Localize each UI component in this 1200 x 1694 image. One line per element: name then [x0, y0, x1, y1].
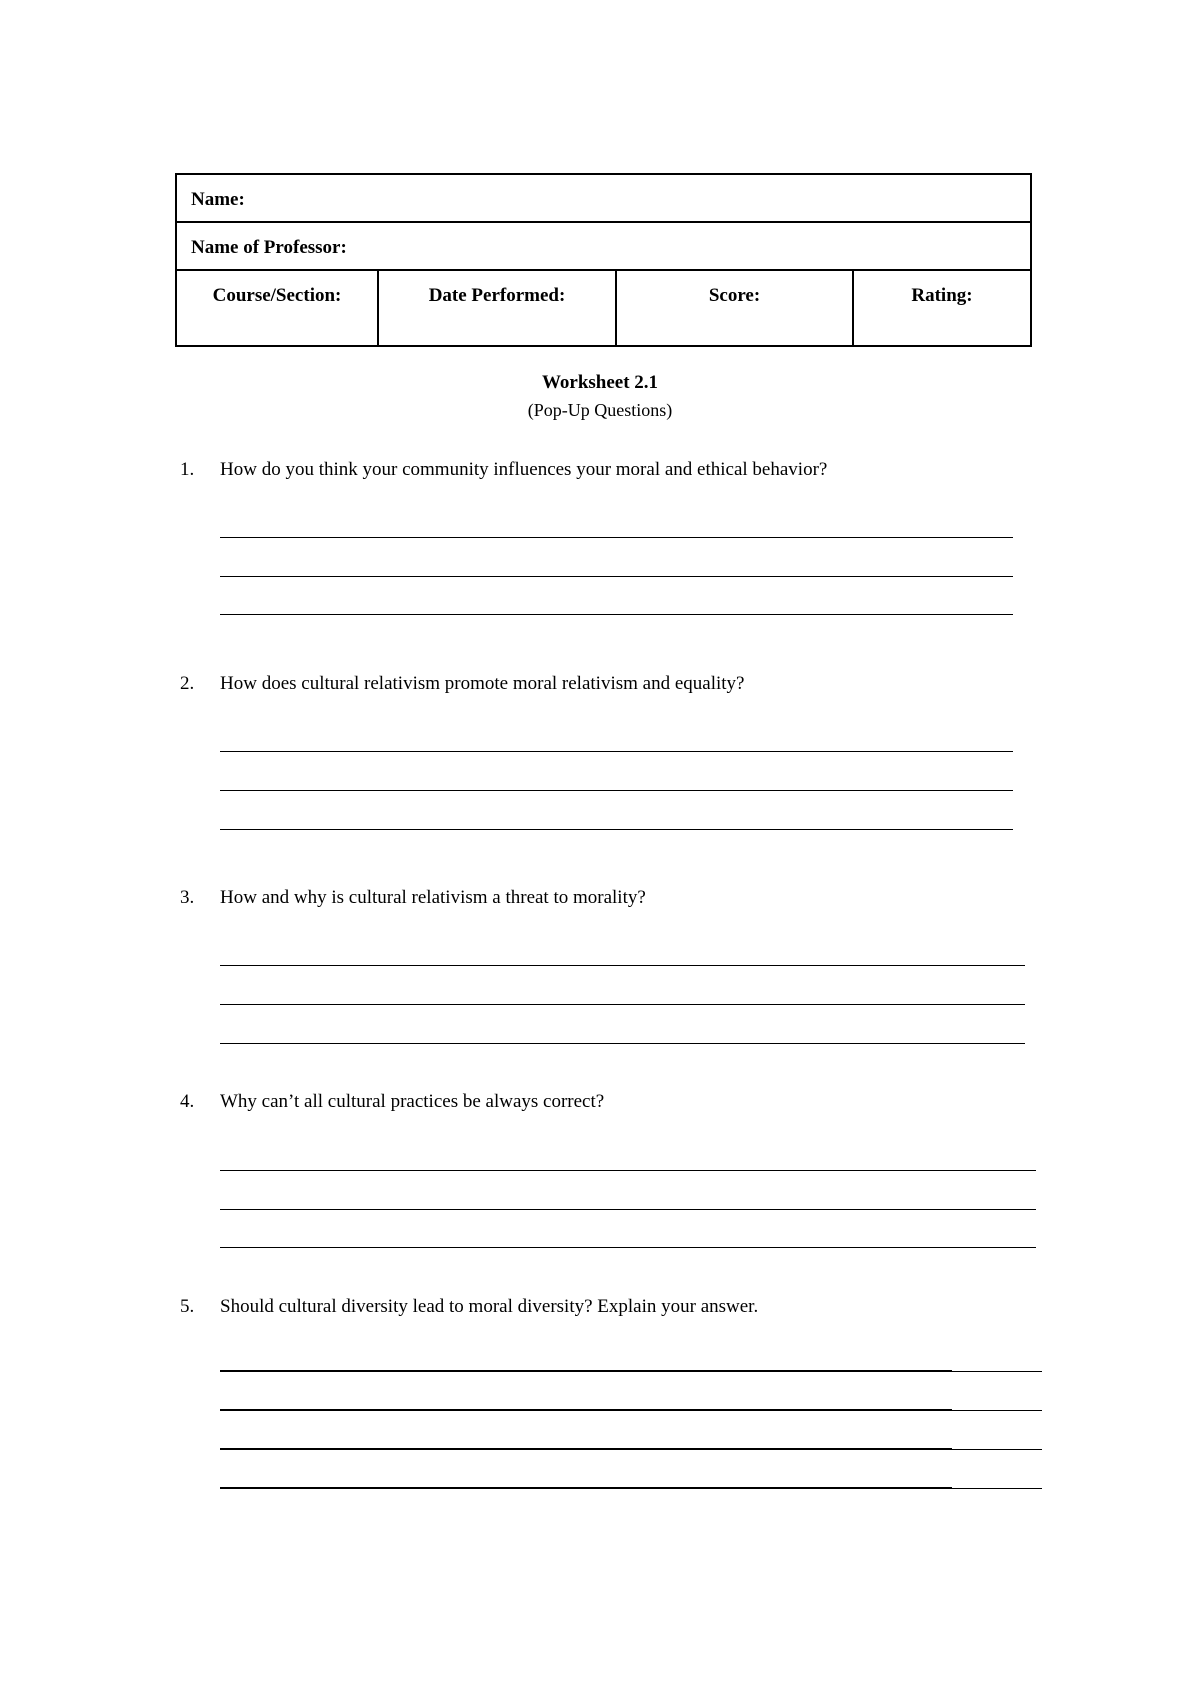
- question-5: [180, 1296, 758, 1318]
- worksheet-subtitle: (Pop-Up Questions): [527, 400, 673, 420]
- answer-line[interactable]: [220, 1043, 1025, 1044]
- question-1: [180, 459, 827, 481]
- date-performed-field[interactable]: [379, 271, 617, 345]
- question-text: Why can’t all cultural practices be always correct?: [220, 1091, 605, 1112]
- name-field[interactable]: [177, 175, 1030, 223]
- question-number: 1.: [180, 459, 195, 480]
- question-text: How does cultural relativism promote moral relativism and equality?: [220, 673, 745, 694]
- student-info-table: [175, 173, 1032, 347]
- course-section-field[interactable]: [177, 271, 379, 345]
- worksheet-title: Worksheet 2.1: [541, 372, 659, 393]
- answer-line[interactable]: [220, 829, 1013, 830]
- rating-label: Rating:: [911, 285, 973, 306]
- answer-line[interactable]: [220, 537, 1013, 538]
- score-label: Score:: [708, 285, 761, 306]
- answer-line[interactable]: [220, 1247, 1036, 1248]
- info-row-details: [177, 271, 1030, 345]
- professor-field[interactable]: [177, 223, 1030, 271]
- answer-line[interactable]: [220, 1004, 1025, 1005]
- question-4: [180, 1091, 604, 1113]
- answer-line[interactable]: [220, 576, 1013, 577]
- name-label: Name:: [191, 189, 245, 210]
- course-section-label: Course/Section:: [212, 285, 342, 306]
- answer-line[interactable]: [220, 614, 1013, 615]
- professor-label: Name of Professor:: [191, 237, 347, 258]
- answer-line[interactable]: [220, 790, 1013, 791]
- question-text: Should cultural diversity lead to moral diversity? Explain your answer.: [220, 1296, 759, 1317]
- rating-field[interactable]: [854, 271, 1030, 345]
- question-number: 2.: [180, 673, 195, 694]
- question-2: [180, 673, 744, 695]
- question-text: How do you think your community influences your moral and ethical behavior?: [220, 459, 828, 480]
- answer-line[interactable]: [220, 751, 1013, 752]
- answer-line[interactable]: [220, 965, 1025, 966]
- question-text: How and why is cultural relativism a threat to morality?: [220, 887, 646, 908]
- question-number: 4.: [180, 1091, 195, 1112]
- date-performed-label: Date Performed:: [428, 285, 566, 306]
- answer-line[interactable]: [220, 1170, 1036, 1171]
- score-field[interactable]: [617, 271, 854, 345]
- question-3: [180, 887, 646, 909]
- question-number: 5.: [180, 1296, 195, 1317]
- answer-line[interactable]: [220, 1209, 1036, 1210]
- question-number: 3.: [180, 887, 195, 908]
